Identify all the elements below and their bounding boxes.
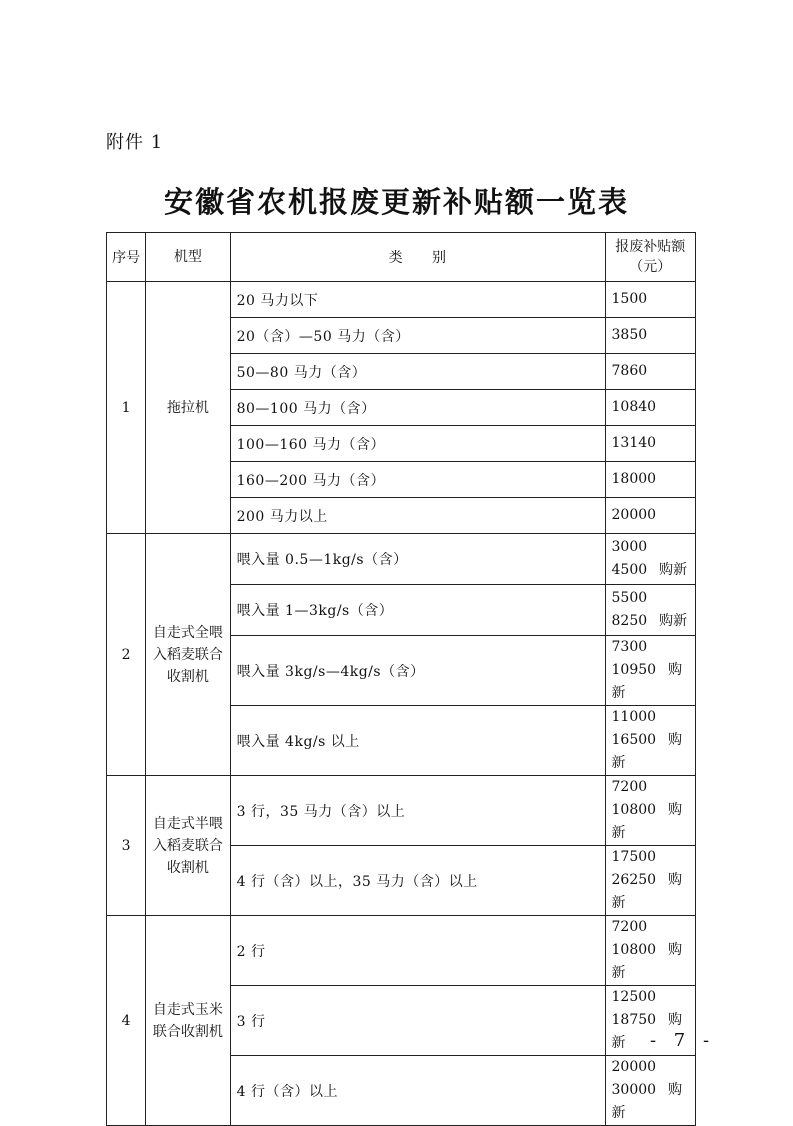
amount-cell	[605, 916, 695, 986]
amount-cell	[605, 636, 695, 706]
subsidy-amount: 5500	[611, 590, 648, 606]
amount-cell	[605, 390, 695, 426]
new-purchase-amount: 16500	[611, 732, 657, 748]
document-title: 安徽省农机报废更新补贴额一览表	[163, 185, 629, 219]
amount-cell	[605, 706, 695, 776]
table-row	[107, 534, 696, 585]
attachment-label: 附件 1	[106, 132, 164, 153]
category-cell: 20（含）—50 马力（含）	[230, 318, 605, 354]
amount-cell	[605, 585, 695, 636]
group-number: 3	[107, 776, 146, 916]
group-number: 4	[107, 916, 146, 1126]
amount-cell	[605, 846, 695, 916]
new-purchase-amount: 26250	[611, 872, 657, 888]
new-purchase-amount: 8250	[611, 613, 648, 629]
subsidy-amount: 7200	[611, 919, 648, 935]
new-purchase-amount: 18750	[611, 1012, 657, 1028]
category-cell: 喂入量 4kg/s 以上	[230, 706, 605, 776]
new-purchase-amount: 10950	[611, 662, 657, 678]
amount-cell	[605, 354, 695, 390]
new-purchase-amount: 10800	[611, 942, 657, 958]
new-purchase-tag: 购新	[659, 613, 688, 629]
page-number: - 7 -	[650, 1030, 716, 1051]
table-header-row	[107, 233, 696, 282]
category-cell: 100—160 马力（含）	[230, 426, 605, 462]
amount-cell	[605, 426, 695, 462]
category-cell: 4 行（含）以上	[230, 1056, 605, 1126]
amount-cell	[605, 318, 695, 354]
new-purchase-tag: 购新	[659, 562, 688, 578]
subsidy-amount: 3850	[611, 327, 648, 343]
machine-type: 自走式玉米联合收割机	[146, 916, 230, 1126]
category-cell: 80—100 马力（含）	[230, 390, 605, 426]
category-cell: 50—80 马力（含）	[230, 354, 605, 390]
machine-type: 自走式全喂入稻麦联合收割机	[146, 534, 230, 776]
header-amount-line1: 报废补贴额	[615, 239, 686, 255]
amount-cell	[605, 462, 695, 498]
amount-cell	[605, 534, 695, 585]
category-cell: 4 行（含）以上，35 马力（含）以上	[230, 846, 605, 916]
new-purchase-amount: 10800	[611, 802, 657, 818]
header-type: 机型	[146, 233, 230, 282]
subsidy-amount: 13140	[611, 435, 657, 451]
category-cell: 2 行	[230, 916, 605, 986]
new-purchase-tag: 购新	[611, 732, 683, 771]
new-purchase-tag: 购新	[611, 942, 683, 981]
category-cell: 3 行，35 马力（含）以上	[230, 776, 605, 846]
amount-cell	[605, 498, 695, 534]
subsidy-amount: 1500	[611, 291, 648, 307]
category-cell: 喂入量 3kg/s—4kg/s（含）	[230, 636, 605, 706]
header-amount-line2: （元）	[629, 259, 672, 275]
new-purchase-tag: 购新	[611, 662, 683, 701]
subsidy-amount: 17500	[611, 849, 657, 865]
table-row	[107, 282, 696, 318]
table-row	[107, 776, 696, 846]
subsidy-amount: 7300	[611, 639, 648, 655]
category-cell: 3 行	[230, 986, 605, 1056]
subsidy-amount: 7860	[611, 363, 648, 379]
table-body	[107, 282, 696, 1126]
subsidy-amount: 12500	[611, 989, 657, 1005]
subsidy-amount: 20000	[611, 1059, 657, 1075]
new-purchase-tag: 购新	[611, 872, 683, 911]
new-purchase-amount: 30000	[611, 1082, 657, 1098]
category-cell: 喂入量 1—3kg/s（含）	[230, 585, 605, 636]
subsidy-amount: 10840	[611, 399, 657, 415]
amount-cell	[605, 1056, 695, 1126]
subsidy-table	[106, 232, 696, 1126]
group-number: 2	[107, 534, 146, 776]
subsidy-amount: 11000	[611, 709, 657, 725]
new-purchase-tag: 购新	[611, 1082, 683, 1121]
amount-cell	[605, 282, 695, 318]
category-cell: 200 马力以上	[230, 498, 605, 534]
header-no: 序号	[107, 233, 146, 282]
category-cell: 喂入量 0.5—1kg/s（含）	[230, 534, 605, 585]
subsidy-amount: 20000	[611, 507, 657, 523]
group-number: 1	[107, 282, 146, 534]
amount-cell	[605, 776, 695, 846]
machine-type: 自走式半喂入稻麦联合收割机	[146, 776, 230, 916]
subsidy-amount: 3000	[611, 539, 648, 555]
category-cell: 20 马力以下	[230, 282, 605, 318]
machine-type: 拖拉机	[146, 282, 230, 534]
new-purchase-tag: 购新	[611, 802, 683, 841]
header-category: 类 别	[230, 233, 605, 282]
subsidy-amount: 7200	[611, 779, 648, 795]
new-purchase-amount: 4500	[611, 562, 648, 578]
header-amount	[605, 233, 695, 282]
category-cell: 160—200 马力（含）	[230, 462, 605, 498]
table-row	[107, 916, 696, 986]
subsidy-amount: 18000	[611, 471, 657, 487]
new-purchase-tag: 购新	[611, 1012, 683, 1051]
